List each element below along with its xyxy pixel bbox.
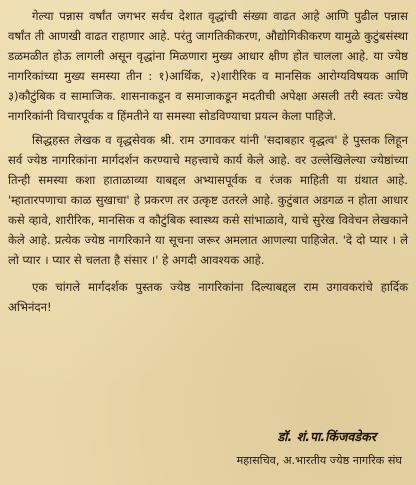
paragraph-1: गेल्या पन्नास वर्षांत जगभर सर्वच देशात वृद्धांची संख्या वाढत आहे आणि पुढील पन्नास वर्षांत ती आणखी वाढत राहाणार आहे. परंतु जागतिकीकरण, औद्योगिकीकरण यामुळे कुटुंबसंस्था डळमळीत होऊ लागली असून वृद्धांना मिळणारा मुख्य आधार क्षीण होत चालला आहे. या ज्येष्ठ नागरिकांच्या मुख्य समस्या तीन : १)आर्थिक, २)शारीरिक व मानसिक आरोग्यविषयक आणि ३)कौटुंबिक व सामाजिक. शासनाकडून व समाजाकडून मदतीची अपेक्षा असली तरी स्वतः ज्येष्ठ नागरिकांनी विचारपूर्वक व हिंमतीने या समस्या सोडविण्याचा प्रयत्न केला पाहिजे. <box>8 9 408 123</box>
signature-name: डॉ. शं.पा.किंजवडेकर <box>277 429 376 444</box>
signature-designation: महासचिव, अ.भारतीय ज्येष्ठ नागरिक संघ <box>236 454 402 467</box>
paragraph-2: सिद्धहस्त लेखक व वृद्धसेवक श्री. राम उगावकर यांनी 'सदाबहार वृद्धत्व' हे पुस्तक लिहून सर्व ज्येष्ठ नागरिकांना मार्गदर्शन करण्याचे महत्त्वाचे कार्य केले आहे. वर उल्लेखिलेल्या ज्येष्ठांच्या तिन्ही समस्या कशा हाताळाव्या याबद्दल अभ्यासपूर्वक व रंजक माहिती या ग्रंथात आहे. 'म्हातारपणाचा काळ सुखाचा' हे प्रकरण तर उत्कृष्ट उतरले आहे. कुटुंबात अडगळ न होता आधार कसे व्हावे, शारीरिक, मानसिक व कौटुंबिक स्वास्थ्य कसे सांभाळावे, याचे सुरेख विवेचन लेखकाने केले आहे. प्रत्येक ज्येष्ठ नागरिकाने या सूचना जरूर अमलात आणल्या पाहिजेत. 'दे दो प्यार । ले लो प्यार । प्यार से चलता है संसार ।' हे अगदी आवश्यक आहे. <box>8 133 408 267</box>
paragraph-3: एक चांगले मार्गदर्शक पुस्तक ज्येष्ठ नागरिकांना दिल्याबद्दल राम उगावकरांचे हार्दिक अभिनंदन! <box>8 279 408 314</box>
